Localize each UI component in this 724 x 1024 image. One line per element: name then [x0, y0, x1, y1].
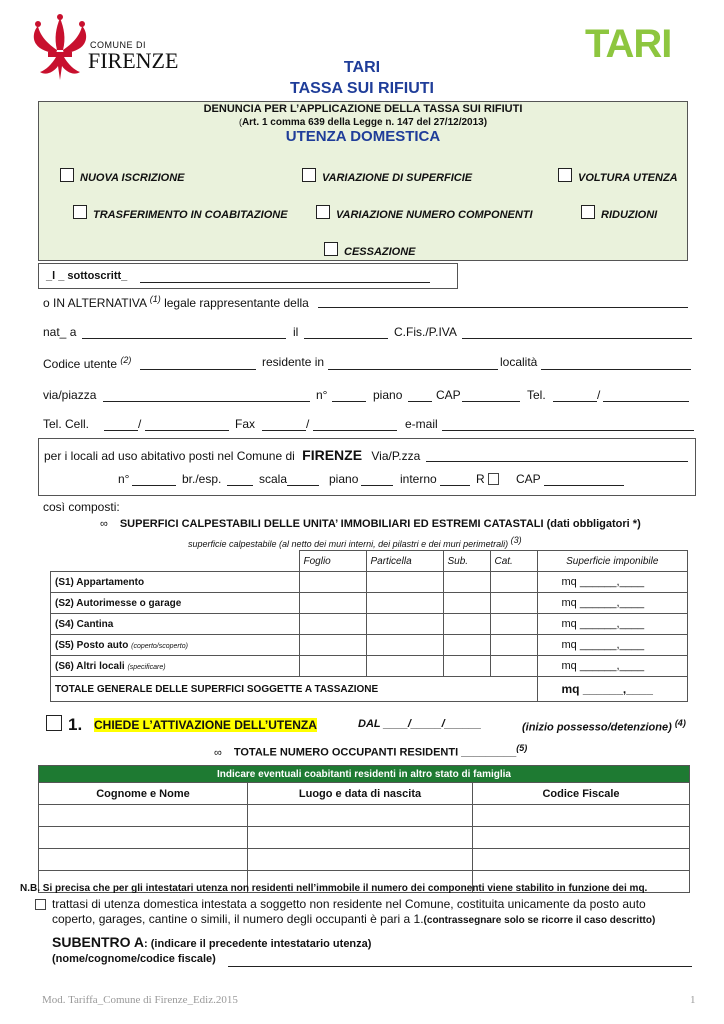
composti-label: così composti:: [43, 500, 120, 514]
option-riduzioni[interactable]: RIDUZIONI: [581, 205, 657, 221]
total-row: [51, 677, 688, 702]
locali-piano-field[interactable]: [361, 473, 393, 486]
note-1: (1): [149, 294, 161, 304]
col-superficie: Superficie imponibile: [537, 551, 688, 572]
telcell-prefix-field[interactable]: [104, 418, 138, 431]
locali-cap-field[interactable]: [544, 473, 624, 486]
nb-checkbox[interactable]: [35, 899, 46, 910]
table-row: [39, 827, 690, 849]
table-row: [51, 593, 688, 614]
sottoscritto-field[interactable]: [140, 270, 430, 283]
attivazione-dal[interactable]: DAL ____/_____/______: [358, 718, 482, 730]
row-label: (S2) Autorimesse o garage: [51, 593, 300, 614]
telcell-separator: /: [138, 417, 142, 431]
coabitanti-title: Indicare eventuali coabitanti residenti in altro stato di famiglia: [39, 766, 690, 783]
note-3: (3): [510, 535, 522, 545]
row-note: (coperto/scoperto): [131, 642, 188, 650]
note-5: (5): [516, 743, 528, 753]
logo-line2: FIRENZE: [88, 48, 179, 73]
alternativa-line: o IN ALTERNATIVA $^{(1)}$ legale rappresentante della: [43, 294, 309, 310]
via-label: via/piazza: [43, 388, 97, 402]
subentro-field[interactable]: [228, 954, 692, 967]
page-number: 1: [690, 994, 696, 1006]
tel-field[interactable]: [603, 389, 689, 402]
row-mq[interactable]: mq ______,____: [537, 593, 688, 614]
option-nuova-iscrizione[interactable]: NUOVA ISCRIZIONE: [60, 168, 185, 184]
note-4: (4): [674, 718, 686, 728]
luogo-nascita-field[interactable]: [82, 326, 286, 339]
cap-label: CAP: [436, 388, 461, 402]
email-field[interactable]: [442, 418, 694, 431]
il-label: il: [293, 325, 299, 339]
row-mq[interactable]: mq ______,____: [537, 656, 688, 677]
option-voltura-utenza[interactable]: VOLTURA UTENZA: [558, 168, 678, 184]
locali-num-field[interactable]: [132, 473, 176, 486]
cfis-field[interactable]: [462, 326, 692, 339]
residente-label: residente in: [262, 355, 325, 369]
via-field[interactable]: [103, 389, 310, 402]
option-cessazione[interactable]: CESSAZIONE: [324, 242, 416, 258]
table-row: [39, 805, 690, 827]
locali-r-checkbox[interactable]: [488, 473, 499, 485]
superfici-header-row: [51, 551, 688, 572]
cap-field[interactable]: [462, 389, 520, 402]
fax-label: Fax: [235, 417, 256, 431]
row-note: (specificare): [127, 663, 166, 671]
bullet-icon: ∞: [214, 746, 222, 759]
row-label: (S5) Posto auto: [55, 639, 129, 651]
checkbox[interactable]: [73, 205, 87, 219]
coabitanti-table: [38, 765, 690, 893]
locali-intro: per i locali ad uso abitativo posti nel Comune di FIRENZE Via/P.zza: [44, 447, 421, 463]
subentro-title: SUBENTRO A: (indicare il precedente intestatario utenza): [52, 934, 372, 950]
option-trasferimento-coabitazione[interactable]: TRASFERIMENTO IN COABITAZIONE: [73, 205, 288, 221]
telcell-label: Tel. Cell.: [43, 417, 90, 431]
attivazione-row[interactable]: 1.: [46, 715, 82, 735]
nb-line1: trattasi di utenza domestica intestata a soggetto non residente nel Comune, costituita unicamente da posto auto: [52, 897, 646, 911]
attivazione-label: CHIEDE L’ATTIVAZIONE DELL’UTENZA: [94, 718, 317, 732]
tel-prefix-field[interactable]: [553, 389, 597, 402]
page-title: TARI: [343, 59, 381, 76]
locali-br-label: br./esp.: [182, 472, 222, 486]
total-label: TOTALE GENERALE DELLE SUPERFICI SOGGETTE A TASSAZIONE: [51, 677, 538, 702]
superfici-heading: ∞ SUPERFICI CALPESTABILI DELLE UNITA’ IMMOBILIARI ED ESTREMI CATASTALI (dati obbligatori *): [100, 518, 641, 530]
checkbox[interactable]: [324, 242, 338, 256]
declaration-type: UTENZA DOMESTICA: [285, 128, 441, 145]
row-mq[interactable]: mq ______,____: [537, 572, 688, 593]
locali-scala-field[interactable]: [287, 473, 319, 486]
subentro-line-label: (nome/cognome/codice fiscale): [52, 953, 216, 965]
tel-separator: /: [597, 388, 601, 402]
locali-br-field[interactable]: [227, 473, 253, 486]
legale-field[interactable]: [318, 295, 688, 308]
cfis-label: C.Fis./P.IVA: [394, 325, 457, 339]
nb-line2: coperto, garages, cantine o simili, il numero degli occupanti è pari a 1.(contrassegnare solo se ricorre il caso descritto): [52, 912, 656, 926]
superfici-sub: superficie calpestabile (al netto dei muri interni, dei pilastri e dei muri perimetrali) $^{(3)}$: [188, 535, 522, 549]
col-cat: Cat.: [490, 551, 537, 572]
table-row: [51, 656, 688, 677]
declaration-law: [38, 117, 688, 128]
row-label: (S4) Cantina: [51, 614, 300, 635]
note-2: (2): [120, 355, 132, 365]
attivazione-note: (inizio possesso/detenzione) $^{(4)}$: [522, 718, 686, 734]
col-sub: Sub.: [443, 551, 490, 572]
locali-interno-label: interno: [400, 472, 437, 486]
locali-scala-label: scala: [259, 472, 288, 486]
codice-utente-field[interactable]: [140, 357, 256, 370]
law-reference: Art. 1 comma 639 della Legge n. 147 del 27/12/2013): [241, 117, 488, 128]
codice-utente-line: Codice utente $^{(2)}$: [43, 355, 132, 371]
row-label: (S1) Appartamento: [51, 572, 300, 593]
fax-prefix-field[interactable]: [262, 418, 306, 431]
locali-num-label: n°: [118, 472, 130, 486]
tel-label: Tel.: [527, 388, 546, 402]
nb-text: N.B. Si precisa che per gli intestatari utenza non residenti nell’immobile il numero dei componenti viene stabilito in funzione dei mq.: [20, 883, 648, 894]
col-foglio: Foglio: [299, 551, 366, 572]
piano-field[interactable]: [408, 389, 432, 402]
locali-city: FIRENZE: [302, 447, 363, 463]
locali-cap-label: CAP: [516, 472, 541, 486]
num-field[interactable]: [332, 389, 366, 402]
superfici-table: [50, 550, 688, 702]
col-particella: Particella: [366, 551, 443, 572]
localita-label: località: [500, 355, 538, 369]
row-mq[interactable]: mq ______,____: [537, 635, 688, 656]
table-row: [39, 849, 690, 871]
option-variazione-superficie[interactable]: VARIAZIONE DI SUPERFICIE: [302, 168, 472, 184]
col-codice-fiscale: Codice Fiscale: [473, 783, 690, 805]
attivazione-checkbox[interactable]: [46, 715, 62, 731]
residente-field[interactable]: [328, 357, 498, 370]
occupanti-line[interactable]: ∞ TOTALE NUMERO OCCUPANTI RESIDENTI _________$^{(5)}$: [214, 743, 528, 759]
checkbox[interactable]: [302, 168, 316, 182]
locali-via-field[interactable]: [426, 449, 688, 462]
data-nascita-field[interactable]: [304, 326, 388, 339]
law-open-paren: (: [238, 117, 242, 127]
email-label: e-mail: [405, 417, 438, 431]
localita-field[interactable]: [541, 357, 691, 370]
logo-line1: COMUNE DI: [90, 40, 146, 50]
footer-model: Mod. Tariffa_Comune di Firenze_Ediz.2015: [42, 994, 238, 1006]
table-row: [51, 572, 688, 593]
row-mq[interactable]: mq ______,____: [537, 614, 688, 635]
telcell-field[interactable]: [145, 418, 229, 431]
table-row: [51, 614, 688, 635]
fax-separator: /: [306, 417, 310, 431]
fax-field[interactable]: [313, 418, 397, 431]
checkbox[interactable]: [558, 168, 572, 182]
piano-label: piano: [373, 388, 403, 402]
col-luogo-data: Luogo e data di nascita: [248, 783, 473, 805]
locali-r-label: R: [476, 472, 485, 486]
row-label: (S6) Altri locali: [55, 660, 125, 672]
locali-piano-label: piano: [329, 472, 359, 486]
table-row: [51, 635, 688, 656]
num-label: n°: [316, 388, 328, 402]
declaration-title: DENUNCIA PER L’APPLICAZIONE DELLA TASSA SUI RIFIUTI: [203, 103, 523, 115]
page-subtitle: TASSA SUI RIFIUTI: [290, 80, 434, 97]
nat-label: nat_ a: [43, 325, 77, 339]
tari-logo: TARI: [585, 22, 672, 66]
total-mq[interactable]: mq ______,____: [537, 677, 688, 702]
checkbox[interactable]: [316, 205, 330, 219]
bullet-icon: ∞: [100, 518, 108, 530]
locali-interno-field[interactable]: [440, 473, 470, 486]
option-variazione-componenti[interactable]: VARIAZIONE NUMERO COMPONENTI: [316, 205, 533, 221]
col-cognome-nome: Cognome e Nome: [39, 783, 248, 805]
sottoscritto-label: _l _ sottoscritt_: [46, 270, 128, 282]
checkbox[interactable]: [581, 205, 595, 219]
checkbox[interactable]: [60, 168, 74, 182]
